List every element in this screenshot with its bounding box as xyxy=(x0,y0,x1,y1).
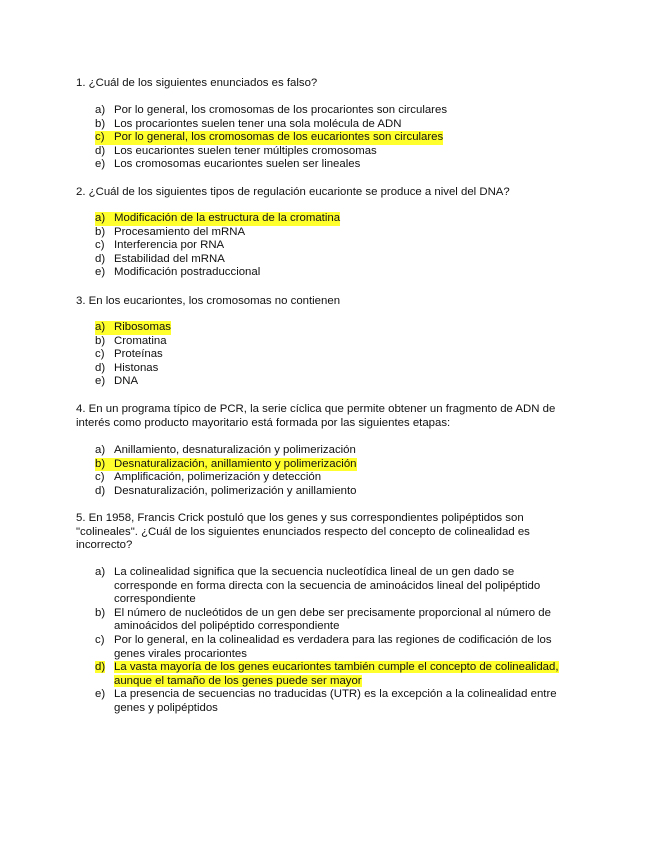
question-4-option-a: a) Anillamiento, desnaturalización y polimerización xyxy=(95,444,356,456)
question-3-option-e: e) DNA xyxy=(95,375,139,388)
question-2-option-a: a) Modificación de la estructura de la cromatina xyxy=(95,212,341,224)
question-1-option-e: e) Los cromosomas eucariontes suelen ser lineales xyxy=(95,158,361,171)
question-1-option-b: b) Los procariontes suelen tener una sola molécula de ADN xyxy=(95,117,402,130)
question-5-option-b: b) El número de nucleótidos de un gen debe ser precisamente proporcional al número de aminoácidos del polipéptido correspondiente xyxy=(95,606,551,633)
question-3-option-a: a) Ribosomas xyxy=(95,321,171,333)
question-5-option-a-line-2: corresponde en forma directa con la secuencia de aminoácidos lineal del polipéptido xyxy=(114,579,541,592)
question-1-options xyxy=(95,104,585,172)
question-1-option-a: a) Por lo general, los cromosomas de los procariontes son circulares xyxy=(95,104,448,116)
question-5-prompt-line-3: incorrecto? xyxy=(76,539,133,552)
question-5-option-c: c) Por lo general, en la colinealidad es verdadera para las regiones de codificación de los genes virales procariontes xyxy=(95,633,552,660)
question-5-option-d-line-2: aunque el tamaño de los genes puede ser mayor xyxy=(114,674,362,687)
question-1-option-c: c) Por lo general, los cromosomas de los eucariontes son circulares xyxy=(95,131,444,144)
question-5-option-c-line-2: genes virales procariontes xyxy=(114,647,247,660)
question-5-option-a-line-3: correspondiente xyxy=(114,593,196,606)
question-4-prompt-line-1: 4. En un programa típico de PCR, la serie cíclica que permite obtener un fragmento de ADN de xyxy=(76,403,556,415)
question-5-options xyxy=(95,566,585,716)
question-5-option-d-line-1: La vasta mayoría de los genes eucariontes también cumple el concepto de colinealidad, xyxy=(114,661,559,674)
question-5-option-a-line-1: La colinealidad significa que la secuencia nucleotídica lineal de un gen dado se xyxy=(114,566,515,578)
question-2-prompt: 2. ¿Cuál de los siguientes tipos de regulación eucarionte se produce a nivel del DNA? xyxy=(76,186,510,198)
question-4-prompt-line-2: interés como producto mayoritario está formada por las siguientes etapas: xyxy=(76,416,451,429)
question-5-option-e-line-2: genes y polipéptidos xyxy=(114,701,218,714)
question-3-options xyxy=(95,321,585,389)
question-2-option-c: c) Interferencia por RNA xyxy=(95,239,225,252)
question-4-option-b: b) Desnaturalización, anillamiento y polimerización xyxy=(95,457,357,470)
question-3-option-b: b) Cromatina xyxy=(95,334,167,347)
question-3-option-c: c) Proteínas xyxy=(95,348,163,361)
question-1-prompt: 1. ¿Cuál de los siguientes enunciados es falso? xyxy=(76,77,318,89)
question-5-option-b-line-2: aminoácidos del polipéptido correspondiente xyxy=(114,620,340,633)
question-5-option-e: e) La presencia de secuencias no traducidas (UTR) es la excepción a la colinealidad entre genes y polipéptidos xyxy=(95,688,557,714)
question-2-option-e: e) Modificación postraduccional xyxy=(95,266,261,279)
question-4-options xyxy=(95,444,585,498)
question-2-option-b: b) Procesamiento del mRNA xyxy=(95,225,246,238)
question-4-option-d: d) Desnaturalización, polimerización y anillamiento xyxy=(95,484,357,497)
question-5-option-c-line-1: Por lo general, en la colinealidad es verdadera para las regiones de codificación de los xyxy=(114,633,552,646)
question-2-options xyxy=(95,212,585,280)
question-5-option-e-line-1: La presencia de secuencias no traducidas (UTR) es la excepción a la colinealidad entre xyxy=(114,688,557,701)
question-3-prompt: 3. En los eucariontes, los cromosomas no contienen xyxy=(76,295,341,307)
question-5-prompt-line-1: 5. En 1958, Francis Crick postuló que los genes y sus correspondientes polipéptidos son xyxy=(76,512,524,524)
question-2-option-d: d) Estabilidad del mRNA xyxy=(95,252,225,265)
question-4-option-c: c) Amplificación, polimerización y detección xyxy=(95,471,322,484)
question-5-option-a: a) La colinealidad significa que la secuencia nucleotídica lineal de un gen dado se corresponde en forma directa con la secuencia de aminoácidos lineal del polipéptido correspondiente xyxy=(95,566,541,606)
question-1-option-d: d) Los eucariontes suelen tener múltiples cromosomas xyxy=(95,144,377,157)
question-5-prompt xyxy=(76,512,586,553)
question-3-option-d: d) Histonas xyxy=(95,361,159,374)
question-5-option-d: d) La vasta mayoría de los genes eucariontes también cumple el concepto de colinealidad, aunque el tamaño de los genes puede ser mayor xyxy=(95,661,559,687)
question-4-prompt xyxy=(76,403,596,430)
question-5-option-b-line-1: El número de nucleótidos de un gen debe ser precisamente proporcional al número de xyxy=(114,606,551,619)
question-5-prompt-line-2: "colineales". ¿Cuál de los siguientes enunciados respecto del concepto de colinealidad es xyxy=(76,525,530,538)
